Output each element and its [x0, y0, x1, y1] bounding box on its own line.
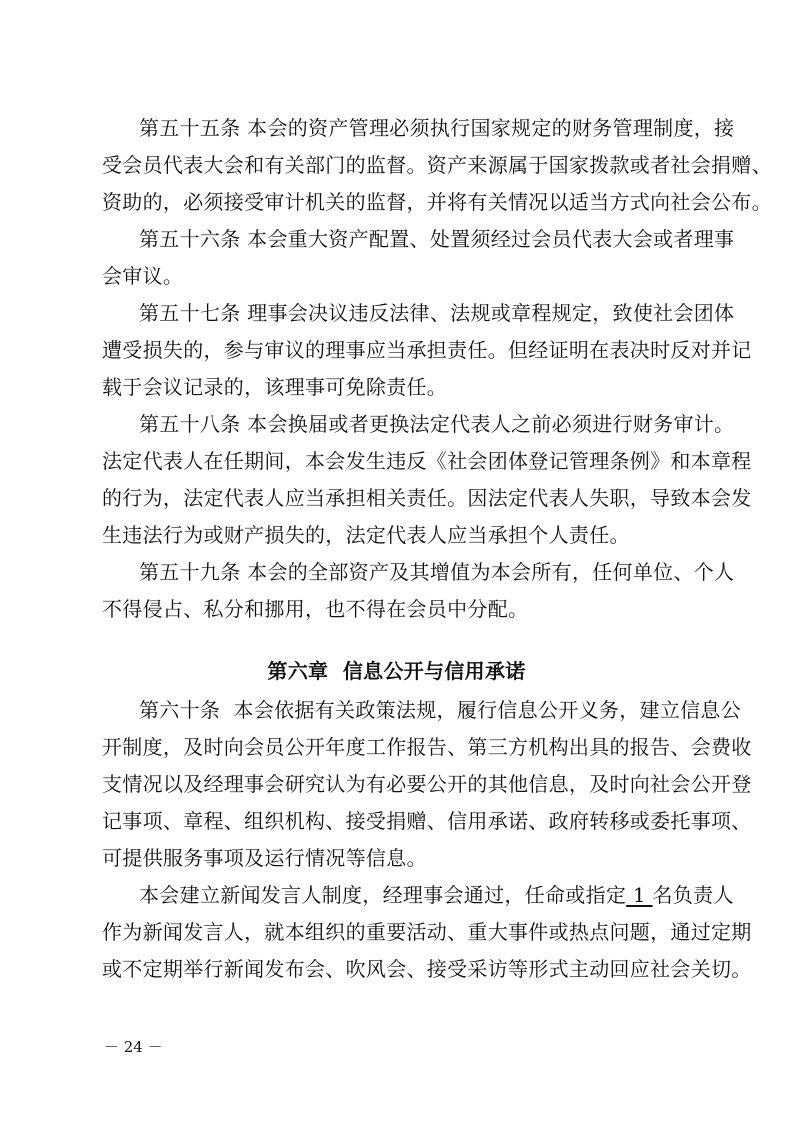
article-59-line-2: 不得侵占、私分和挪用，也不得在会员中分配。 — [102, 597, 529, 621]
spokesman-line-2: 作为新闻发言人，就本组织的重要活动、重大事件或热点问题，通过定期 — [102, 920, 752, 944]
article-60-line-1: 第六十条 本会依据有关政策法规，履行信息公开义务，建立信息公 — [139, 698, 742, 722]
article-57-line-1: 第五十七条 理事会决议违反法律、法规或章程规定，致使社会团体 — [139, 301, 735, 325]
spokesman-count: 1 — [626, 883, 653, 907]
article-60-line-5: 可提供服务事项及运行情况等信息。 — [102, 846, 427, 870]
article-57-line-2: 遭受损失的，参与审议的理事应当承担责任。但经证明在表决时反对并记 — [102, 338, 752, 362]
article-58-line-1: 第五十八条 本会换届或者更换法定代表人之前必须进行财务审计。 — [139, 412, 735, 436]
article-55-line-3: 资助的，必须接受审计机关的监督，并将有关情况以适当方式向社会公布。 — [102, 190, 772, 214]
chapter-6-heading: 第六章 信息公开与信用承诺 — [267, 659, 526, 683]
article-60-line-3: 支情况以及经理事会研究认为有必要公开的其他信息，及时向社会公开登 — [102, 772, 752, 796]
spokesman-line-1 — [139, 882, 734, 908]
article-55-line-2: 受会员代表大会和有关部门的监督。资产来源属于国家拨款或者社会捐赠、 — [102, 153, 772, 177]
article-59-line-1: 第五十九条 本会的全部资产及其增值为本会所有，任何单位、个人 — [139, 560, 735, 584]
article-58-line-2: 法定代表人在任期间，本会发生违反《社会团体登记管理条例》和本章程 — [102, 449, 752, 473]
article-55-line-1: 第五十五条 本会的资产管理必须执行国家规定的财务管理制度，接 — [139, 116, 735, 140]
spokesman-line-3: 或不定期举行新闻发布会、吹风会、接受采访等形式主动回应社会关切。 — [102, 957, 752, 981]
article-58-line-4: 生违法行为或财产损失的，法定代表人应当承担个人责任。 — [102, 523, 630, 547]
spokesman-line-1-tail: 名负责人 — [652, 883, 734, 907]
article-60-line-4: 记事项、章程、组织机构、接受捐赠、信用承诺、政府转移或委托事项、 — [102, 809, 752, 833]
spokesman-line-1-text: 本会建立新闻发言人制度，经理事会通过，任命或指定 — [139, 883, 627, 907]
article-58-line-3: 的行为，法定代表人应当承担相关责任。因法定代表人失职，导致本会发 — [102, 486, 752, 510]
article-56-line-2: 会审议。 — [102, 264, 184, 288]
article-57-line-3: 载于会议记录的，该理事可免除责任。 — [102, 375, 448, 399]
page-number: － 24 － — [104, 1038, 163, 1056]
article-60-line-2: 开制度，及时向会员公开年度工作报告、第三方机构出具的报告、会费收 — [102, 735, 752, 759]
article-56-line-1: 第五十六条 本会重大资产配置、处置须经过会员代表大会或者理事 — [139, 227, 735, 251]
